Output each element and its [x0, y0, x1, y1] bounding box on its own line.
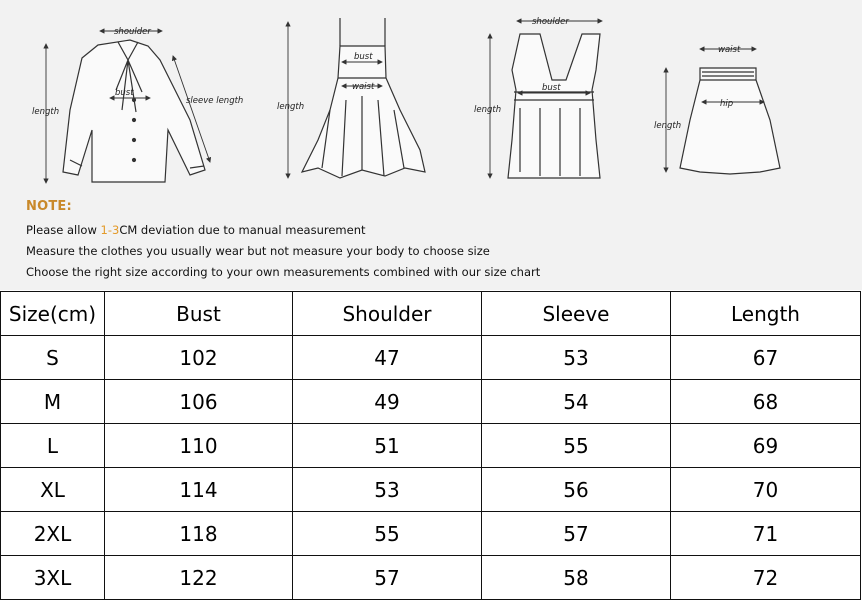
measurement-guide-panel [0, 0, 862, 290]
garment-illustrations [0, 0, 862, 196]
table-row [1, 424, 861, 468]
size-table [0, 291, 861, 600]
header-shoulder: Shoulder [293, 292, 482, 336]
note-section [26, 196, 540, 286]
table-row [1, 512, 861, 556]
table-row [1, 556, 861, 600]
length-cell: 68 [671, 380, 861, 424]
tank-length-label: length [474, 105, 502, 115]
header-length: Length [671, 292, 861, 336]
length-cell: 71 [671, 512, 861, 556]
skirt-waist-label: waist [718, 45, 741, 55]
tank-illustration [508, 34, 600, 178]
size-cell: M [1, 380, 105, 424]
note-title: NOTE: [26, 199, 72, 214]
size-cell: XL [1, 468, 105, 512]
size-cell: S [1, 336, 105, 380]
header-size: Size(cm) [1, 292, 105, 336]
length-cell: 72 [671, 556, 861, 600]
shoulder-cell: 47 [293, 336, 482, 380]
table-row [1, 468, 861, 512]
size-cell: 2XL [1, 512, 105, 556]
length-cell: 67 [671, 336, 861, 380]
bust-cell: 114 [105, 468, 293, 512]
tank-shoulder-label: shoulder [532, 17, 569, 27]
shoulder-cell: 53 [293, 468, 482, 512]
shirt-shoulder-label: shoulder [114, 27, 151, 37]
note-line1-highlight: 1-3 [100, 223, 120, 237]
tank-bust-label: bust [542, 83, 561, 93]
size-cell: 3XL [1, 556, 105, 600]
sleeve-cell: 54 [482, 380, 671, 424]
shoulder-cell: 57 [293, 556, 482, 600]
shirt-illustration [63, 40, 205, 182]
header-bust: Bust [105, 292, 293, 336]
note-line-deviation [26, 223, 540, 238]
note-line1-suffix: CM deviation due to manual measurement [119, 223, 366, 237]
table-row [1, 380, 861, 424]
header-sleeve: Sleeve [482, 292, 671, 336]
dress-waist-label: waist [352, 82, 375, 92]
sleeve-cell: 58 [482, 556, 671, 600]
shirt-length-label: length [32, 107, 60, 117]
table-row [1, 336, 861, 380]
bust-cell: 110 [105, 424, 293, 468]
skirt-length-label: length [654, 121, 682, 131]
dress-length-label: length [277, 102, 305, 112]
length-cell: 70 [671, 468, 861, 512]
sleeve-cell: 53 [482, 336, 671, 380]
dress-bust-label: bust [354, 52, 373, 62]
sleeve-cell: 55 [482, 424, 671, 468]
dress-illustration [302, 18, 425, 178]
bust-cell: 102 [105, 336, 293, 380]
shoulder-cell: 51 [293, 424, 482, 468]
bust-cell: 118 [105, 512, 293, 556]
bust-cell: 106 [105, 380, 293, 424]
shoulder-cell: 55 [293, 512, 482, 556]
shirt-bust-label: bust [115, 88, 134, 98]
length-cell: 69 [671, 424, 861, 468]
note-line-measure: Measure the clothes you usually wear but not measure your body to choose size [26, 244, 490, 258]
table-header-row [1, 292, 861, 336]
bust-cell: 122 [105, 556, 293, 600]
skirt-hip-label: hip [720, 99, 734, 109]
sleeve-cell: 56 [482, 468, 671, 512]
note-line1-prefix: Please allow [26, 223, 101, 237]
note-line-choose: Choose the right size according to your own measurements combined with our size chart [26, 265, 541, 279]
shirt-sleeve-label: sleeve length [186, 96, 244, 106]
shoulder-cell: 49 [293, 380, 482, 424]
sleeve-cell: 57 [482, 512, 671, 556]
size-cell: L [1, 424, 105, 468]
skirt-illustration [680, 68, 780, 174]
